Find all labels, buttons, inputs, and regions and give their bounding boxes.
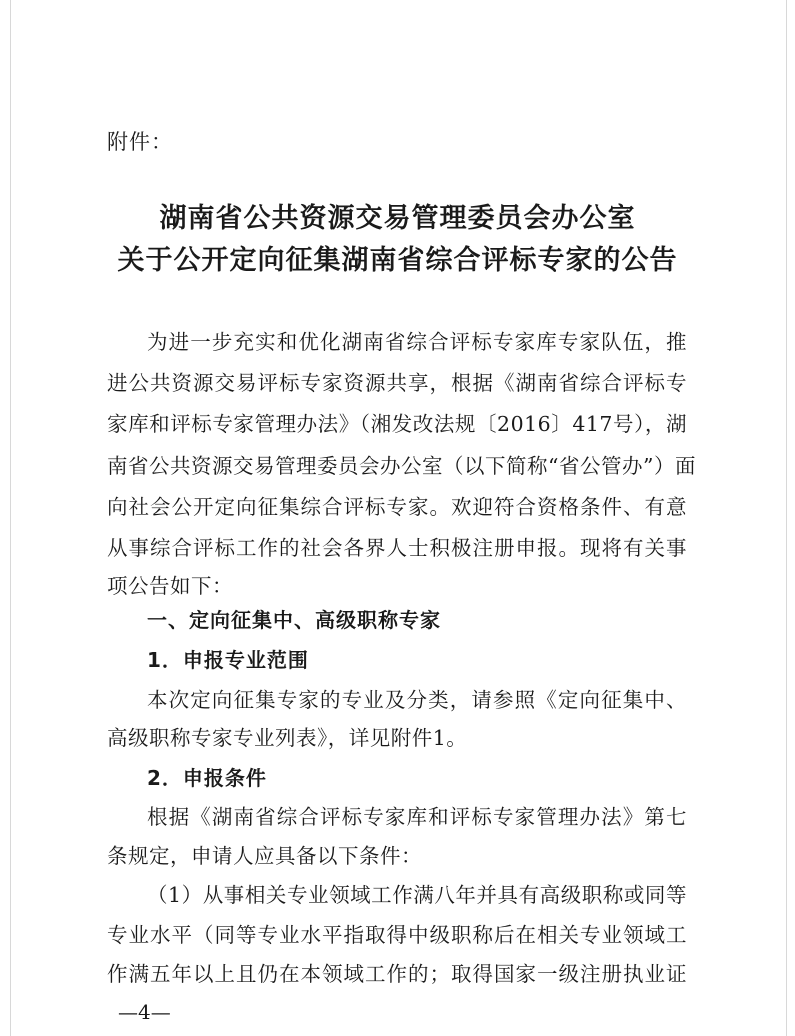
intro-line: 从事综合评标工作的社会各界人士积极注册申报。现将有关事 [107, 536, 687, 560]
attachment-label: 附件： [107, 130, 173, 154]
document-title-line1: 湖南省公共资源交易管理委员会办公室 [159, 203, 636, 234]
document-title-line2: 关于公开定向征集湖南省综合评标专家的公告 [117, 245, 678, 276]
intro-line: 进公共资源交易评标专家资源共享，根据《湖南省综合评标专 [107, 371, 687, 395]
paragraph-line: 作满五年以上且仍在本领域工作的；取得国家一级注册执业证 [107, 962, 687, 986]
intro-line: 为进一步充实和优化湖南省综合评标专家库专家队伍，推 [147, 330, 687, 354]
paragraph-line: 本次定向征集专家的专业及分类，请参照《定向征集中、 [147, 688, 687, 712]
paragraph-line: 专业水平（同等专业水平指取得中级职称后在相关专业领域工 [107, 923, 687, 947]
subsection-heading: 2．申报条件 [147, 766, 267, 790]
section-heading: 一、定向征集中、高级职称专家 [147, 608, 441, 632]
intro-line: 家库和评标专家管理办法》（湘发改法规〔2016〕417号），湖 [107, 412, 687, 436]
paragraph-line: 根据《湖南省综合评标专家库和评标专家管理办法》第七 [147, 805, 687, 829]
page-edge-left [10, 0, 11, 1036]
subsection-heading: 1．申报专业范围 [147, 648, 309, 672]
paragraph-line: 高级职称专家专业列表》，详见附件1。 [107, 726, 468, 750]
paragraph-line: 条规定，申请人应具备以下条件： [107, 844, 422, 868]
paragraph-line: （1）从事相关专业领域工作满八年并具有高级职称或同等 [147, 883, 687, 907]
intro-line: 项公告如下： [107, 574, 233, 598]
intro-line: 南省公共资源交易管理委员会办公室（以下简称“省公管办”）面 [107, 454, 696, 478]
intro-line: 向社会公开定向征集综合评标专家。欢迎符合资格条件、有意 [107, 495, 687, 519]
page-number: —4— [118, 1000, 171, 1024]
page-edge-right [786, 0, 787, 1036]
